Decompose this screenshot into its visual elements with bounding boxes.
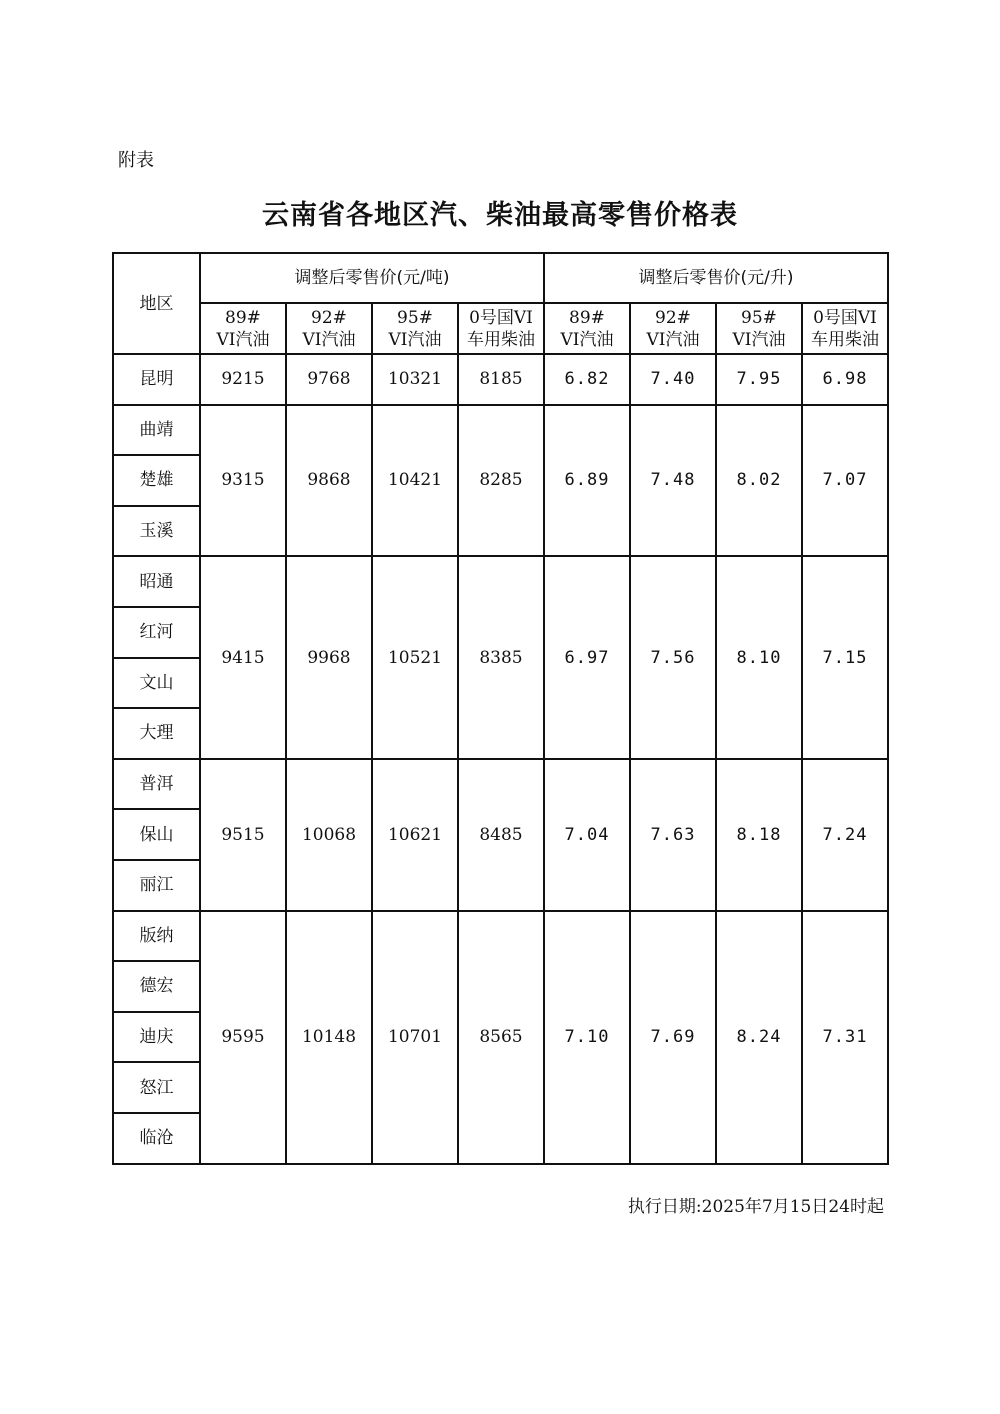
price-per-liter-cell: 8.02 [716,405,802,557]
sub-header-95-liter [716,303,802,354]
group-header-row [113,253,888,303]
region-cell: 红河 [113,607,200,658]
price-per-ton-cell: 10621 [372,759,458,911]
region-cell: 丽江 [113,860,200,911]
price-per-liter-cell: 7.69 [630,911,716,1164]
effective-date: 执行日期:2025年7月15日24时起 [627,1197,884,1217]
price-per-liter-cell: 8.18 [716,759,802,911]
price-per-liter-cell: 6.98 [802,354,888,405]
region-cell: 普洱 [113,759,200,810]
price-per-liter-cell: 7.10 [544,911,630,1164]
price-per-ton-cell: 9215 [200,354,286,405]
region-cell: 大理 [113,708,200,759]
table-row [113,556,888,607]
price-per-ton-cell: 10321 [372,354,458,405]
region-cell: 玉溪 [113,506,200,557]
sub-header-diesel-ton [458,303,544,354]
price-per-liter-cell: 7.95 [716,354,802,405]
price-per-liter-cell: 7.56 [630,556,716,758]
sub-header-line2: VI汽油 [216,329,270,350]
page-label: 附表 [118,150,154,171]
price-per-liter-cell: 6.97 [544,556,630,758]
sub-header-89-liter [544,303,630,354]
sub-header-line2: VI汽油 [732,329,786,350]
price-per-ton-cell: 8185 [458,354,544,405]
sub-header-row [113,303,888,354]
sub-header-diesel-liter [802,303,888,354]
region-cell: 文山 [113,658,200,709]
sub-header-line1: 89# [225,307,261,328]
region-cell: 昭通 [113,556,200,607]
sub-header-line1: 89# [569,307,605,328]
sub-header-89-ton [200,303,286,354]
sub-header-line2: VI汽油 [302,329,356,350]
sub-header-line1: 0号国VI [813,307,877,328]
price-per-ton-cell: 8485 [458,759,544,911]
price-per-ton-cell: 9595 [200,911,286,1164]
price-per-liter-cell: 7.15 [802,556,888,758]
sub-header-line2: 车用柴油 [467,329,535,350]
price-table [112,252,889,1165]
price-per-ton-cell: 9515 [200,759,286,911]
table-row [113,405,888,456]
sub-header-92-ton [286,303,372,354]
sub-header-line2: VI汽油 [388,329,442,350]
price-per-ton-cell: 10701 [372,911,458,1164]
price-per-liter-cell: 8.24 [716,911,802,1164]
table-row [113,354,888,405]
price-per-ton-cell: 8285 [458,405,544,557]
price-per-liter-cell: 7.24 [802,759,888,911]
sub-header-92-liter [630,303,716,354]
region-cell: 迪庆 [113,1012,200,1063]
sub-header-95-ton [372,303,458,354]
price-per-liter-cell: 7.31 [802,911,888,1164]
price-per-liter-cell: 7.48 [630,405,716,557]
price-per-ton-cell: 10068 [286,759,372,911]
region-cell: 版纳 [113,911,200,962]
price-per-ton-cell: 9868 [286,405,372,557]
sub-header-line2: VI汽油 [560,329,614,350]
price-per-ton-cell: 10521 [372,556,458,758]
sub-header-line1: 95# [741,307,777,328]
region-cell: 临沧 [113,1113,200,1164]
sub-header-line1: 92# [655,307,691,328]
table-row [113,759,888,810]
region-cell: 昆明 [113,354,200,405]
price-per-liter-cell: 8.10 [716,556,802,758]
price-per-ton-cell: 8565 [458,911,544,1164]
region-cell: 保山 [113,809,200,860]
region-cell: 曲靖 [113,405,200,456]
price-per-liter-cell: 6.82 [544,354,630,405]
region-cell: 德宏 [113,961,200,1012]
price-per-liter-cell: 7.07 [802,405,888,557]
price-per-liter-cell: 6.89 [544,405,630,557]
sub-header-line1: 0号国VI [469,307,533,328]
region-cell: 楚雄 [113,455,200,506]
price-per-ton-cell: 9315 [200,405,286,557]
sub-header-line2: 车用柴油 [811,329,879,350]
price-per-ton-cell: 9415 [200,556,286,758]
sub-header-line2: VI汽油 [646,329,700,350]
price-per-ton-cell: 10421 [372,405,458,557]
sub-header-line1: 95# [397,307,433,328]
price-per-liter-cell: 7.40 [630,354,716,405]
price-per-ton-cell: 10148 [286,911,372,1164]
page-title: 云南省各地区汽、柴油最高零售价格表 [262,200,738,231]
group-header-per-ton: 调整后零售价(元/吨) [200,253,544,303]
price-per-liter-cell: 7.63 [630,759,716,911]
region-header: 地区 [113,253,200,354]
price-per-ton-cell: 8385 [458,556,544,758]
region-cell: 怒江 [113,1062,200,1113]
price-per-ton-cell: 9768 [286,354,372,405]
price-per-liter-cell: 7.04 [544,759,630,911]
price-per-ton-cell: 9968 [286,556,372,758]
table-row [113,911,888,962]
group-header-per-liter: 调整后零售价(元/升) [544,253,888,303]
sub-header-line1: 92# [311,307,347,328]
